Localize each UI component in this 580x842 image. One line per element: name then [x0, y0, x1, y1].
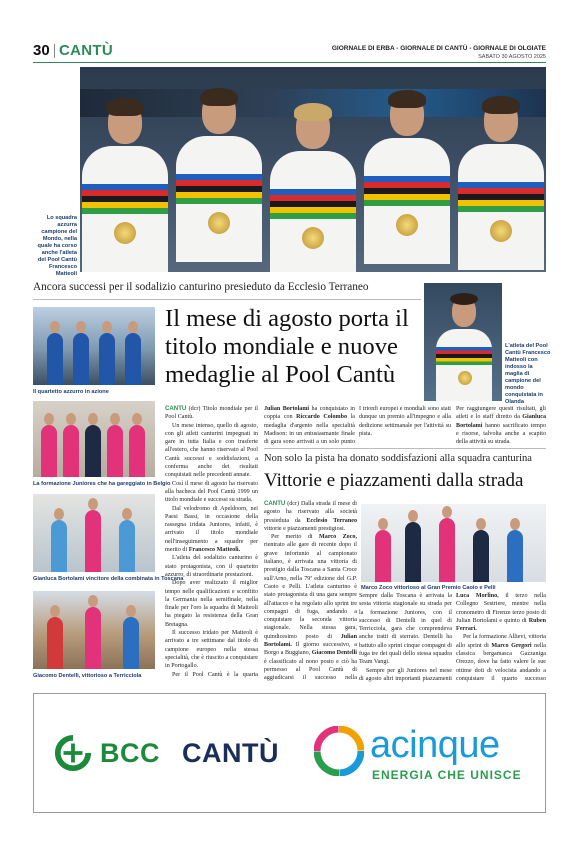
rider-figure [82, 102, 168, 272]
bcc-wordmark: BCC [100, 738, 160, 768]
article-column-1: CANTÙ (dcr) Titolo mondiale per il Pool Cantù. Un mese intenso, quello di agosto, con gli atleti canturini impegnati in gare in tutta Italia e con trasferte all'estero, che hanno riservato al Pool Cantù successi e soddisfazioni, a conferma anche dei risultati conquistati nelle precedenti annate. Così il mese di agosto ha riservato alla bacheca del Pool Cantù 1999 un titolo mondiale e successi su strada. Dal velodromo di Apeldoorn, nei Paesi Bassi, in occasione della rassegna iridata Juniores, infatti, è arrivato il titolo mondiale nell'inseguimento a squadre per merito di Francesco Matteoli. L'atleta del sodalizio canturino è stato protagonista, con il quartetto azzurro, di straordinarie prestazioni. Dopo aver realizzato il miglior tempo nelle qualificazioni e sconfitto la Germania nella semifinale, nella finale per l'oro la squadra di Matteoli ha piegato la resistenza della Gran Bretagna. Il successo iridato per Matteoli è arrivato a tre settimane dal titolo di campione europeo nella stessa specialità, che è riuscito a conquistare in Portogallo. Per il Pool Cantù è la quarta [165, 405, 258, 678]
header-rule [33, 62, 546, 63]
newspaper-names: GIORNALE DI ERBA - GIORNALE DI CANTÙ - GIORNALE DI OLGIATE [331, 45, 546, 52]
acinque-wordmark: acinque [370, 724, 500, 766]
bortolami-caption: Gianluca Bortolami vincitore della combinata in Toscana [33, 576, 184, 582]
article-column-4: Per raggiungere questi risultati, gli atleti e lo staff diretto da Gianluca Bortolami hanno sacrificato tempo e risorse, talvolta anche a scapito della attività su strada. [456, 406, 546, 445]
cantu-wordmark: CANTÙ [182, 738, 279, 768]
team-photo [80, 67, 546, 272]
dentelli-photo [33, 591, 155, 669]
rider-figure [364, 94, 450, 272]
juniores-caption: La formazione Juniores che ha gareggiato in Belgio [33, 481, 171, 487]
article-column-2: Julian Bortolami ha conquistato in coppia con Riccardo Colombo la medaglia d'argento nella specialità Madison: in un entusiasmante finale di gara sono arrivati a un solo punto [264, 406, 355, 445]
issue-date: SABATO 30 AGOSTO 2025 [478, 54, 546, 60]
matteoli-photo [424, 283, 502, 401]
hero-caption: Lo squadra azzurra campione del Mondo, nella quale ha corso anche l'atleta del Pool Cantù Francesco Matteoli [37, 215, 77, 277]
page-number: 30 [33, 42, 50, 59]
article2-headline: Vittorie e piazzamenti dalla strada [264, 470, 524, 491]
acinque-tagline: ENERGIA CHE UNISCE [372, 768, 522, 782]
dentelli-caption: Giacomo Dentelli, vittorioso a Terricciola [33, 673, 142, 679]
rider-figure [270, 107, 356, 272]
quartet-photo [33, 307, 155, 385]
bortolami-photo [33, 494, 155, 572]
article2-column-1: CANTÙ (dcr) Dalla strada il mese di agosto ha riservato alla società presieduta da Ecclesio Terraneo vittorie e piazzamenti prestigiosi. Per merito di Marco Zoco, rientrato alle gare di recente dopo il grave infortunio al campionato italiano, è arrivata una vittoria di prestigio dalla Toscana a Santa Croce sull'Arno, nella 79ª edizione del G.P. Caoio e Pelli. L'atleta canturino è stato protagonista di una gara sempre all'attacco e ha regolato allo sprint tre compagni di fuga, andando a conquistare la seconda vittoria stagionale. Nella stessa gara, quindicesimo posto di Julian Bortolami. Il giorno successivo, a Borgo a Buggiano, Giacomo Dentelli è classificato al nono posto e ciò ha permesso al Pool Cantù di aggiudicarsi il successo nella [264, 500, 357, 682]
article-kicker: Ancora successi per il sodalizio canturino presieduto da Ecclesio Terraneo [33, 281, 369, 293]
advertisement [33, 693, 546, 813]
article-headline: Il mese di agosto porta il titolo mondiale e nuove medaglie al Pool Cantù [165, 305, 409, 389]
acinque-logo-icon [314, 726, 364, 776]
article-column-3: I trionfi europei e mondiali sono stati dunque un premio all'impegno e alla dedizione settimanale per l'attività su pista. [359, 406, 451, 437]
header-separator [54, 44, 55, 58]
section-title: CANTÙ [59, 42, 113, 59]
juniores-photo [33, 401, 155, 477]
kicker-rule [33, 299, 421, 300]
matteoli-caption: L'atleta del Pool Cantù Francesco Matteoli con indosso la maglia di campione del mondo conquistata in Olanda [505, 343, 551, 405]
article2-rule [264, 448, 546, 449]
article2-kicker: Non solo la pista ha donato soddisfazioni alla squadra canturina [264, 453, 532, 464]
zoco-caption: Marco Zoco vittorioso al Gran Premio Caoio e Pelli [361, 585, 496, 591]
article2-column-3: Luca Morlino, il terzo nella Collegno Sestriere, mentre nella cronometro di Firenze terzo posto di Julian Bortolami e quinto di Ruben Ferrari. Per la formazione Allievi, vittoria allo sprint di Marco Gregori nella classica bergamasca Gazzaniga Orezzo, dove ha fatto valere le sue ottime doti di velocista andando a conquistare il quarto successo [456, 593, 546, 682]
rider-figure [176, 92, 262, 272]
quartet-caption: Il quartetto azzurro in azione [33, 389, 109, 395]
rider-figure [458, 100, 544, 272]
bcc-logo-icon [54, 734, 92, 772]
zoco-photo [361, 504, 546, 582]
article2-column-2: Sempre dalla Toscana è arrivata la sesta vittoria stagionale su strada per la formazione Juniores, con il successo di Dentelli in quel di Terricciola, gara che comprendeva anche tratti di sterrato. Dentelli ha battuto allo sprint cinque compagni di fuga tre dei quali dello stessa squadra Team Vangi. Sempre per gli Juniores nel mese di agosto altri importanti piazzamenti [359, 593, 452, 682]
